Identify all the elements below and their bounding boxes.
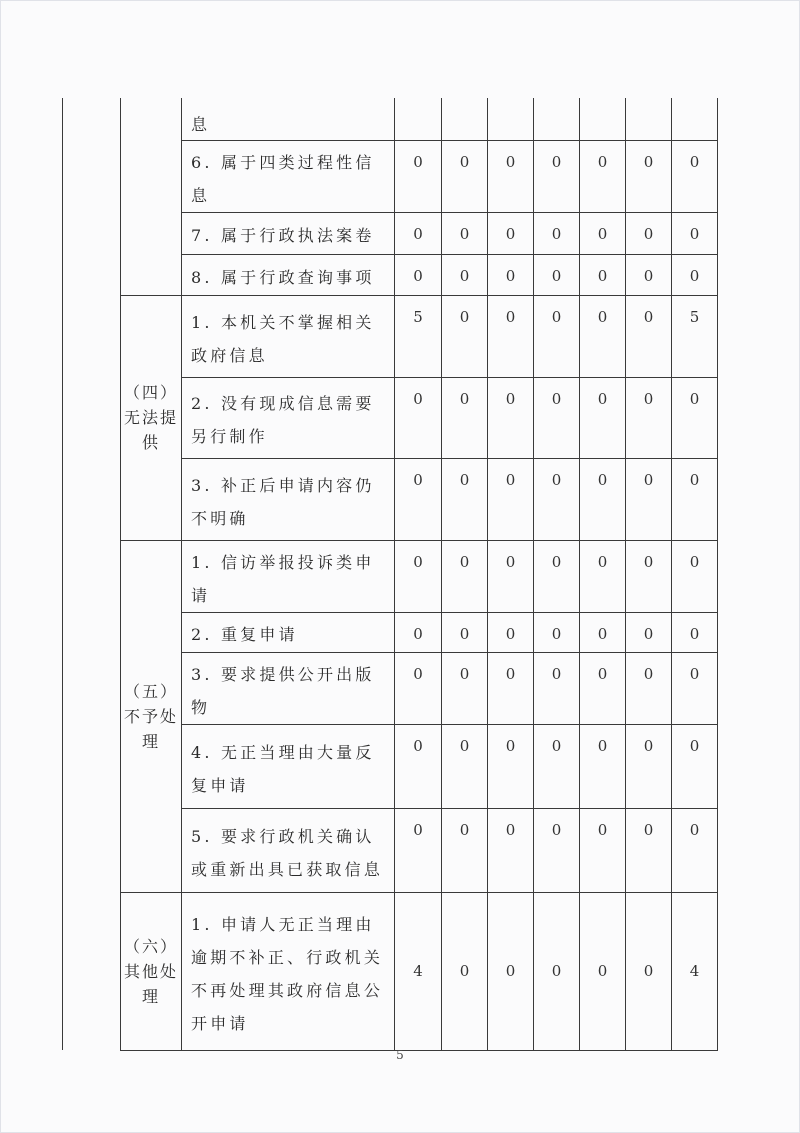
category-cell: （六）其他处理	[121, 892, 182, 1050]
item-label: 息	[182, 98, 395, 140]
value-cell: 0	[395, 808, 442, 892]
item-label: 4. 无正当理由大量反复申请	[182, 724, 395, 808]
value-cell: 0	[672, 612, 718, 652]
table-row	[63, 295, 718, 377]
item-label: 8. 属于行政查询事项	[182, 254, 395, 295]
category-cell: （四）无法提供	[121, 295, 182, 540]
item-label: 1. 信访举报投诉类申请	[182, 540, 395, 612]
value-cell: 0	[534, 808, 580, 892]
value-cell: 0	[488, 140, 534, 212]
value-cell: 0	[488, 295, 534, 377]
category-cell: （五）不予处理	[121, 540, 182, 892]
value-cell: 0	[534, 458, 580, 540]
value-cell: 0	[626, 652, 672, 724]
value-cell: 0	[488, 540, 534, 612]
value-cell: 0	[442, 377, 488, 458]
item-label: 6. 属于四类过程性信息	[182, 140, 395, 212]
value-cell: 0	[534, 295, 580, 377]
item-label: 3. 要求提供公开出版物	[182, 652, 395, 724]
value-cell: 0	[534, 212, 580, 254]
table-row	[63, 540, 718, 612]
item-label: 2. 没有现成信息需要另行制作	[182, 377, 395, 458]
value-cell: 0	[626, 808, 672, 892]
value-cell: 0	[395, 540, 442, 612]
value-cell: 0	[488, 612, 534, 652]
table-row	[63, 892, 718, 1050]
value-cell: 0	[672, 652, 718, 724]
value-cell: 0	[395, 254, 442, 295]
statistics-table	[62, 98, 718, 1051]
value-cell: 0	[580, 612, 626, 652]
value-cell: 0	[488, 254, 534, 295]
value-cell: 0	[580, 724, 626, 808]
value-cell: 0	[534, 892, 580, 1050]
item-label: 2. 重复申请	[182, 612, 395, 652]
value-cell: 0	[580, 652, 626, 724]
value-cell: 0	[488, 458, 534, 540]
value-cell: 0	[488, 892, 534, 1050]
value-cell: 0	[626, 458, 672, 540]
value-cell: 0	[580, 540, 626, 612]
value-cell: 0	[442, 724, 488, 808]
value-cell: 0	[672, 254, 718, 295]
value-cell: 0	[626, 724, 672, 808]
value-cell: 0	[488, 212, 534, 254]
value-cell: 0	[626, 254, 672, 295]
value-cell: 0	[626, 212, 672, 254]
value-cell: 0	[580, 892, 626, 1050]
value-cell	[672, 98, 718, 140]
item-label: 7. 属于行政执法案卷	[182, 212, 395, 254]
value-cell: 0	[672, 540, 718, 612]
value-cell: 0	[395, 724, 442, 808]
value-cell	[395, 98, 442, 140]
value-cell: 0	[395, 140, 442, 212]
value-cell: 0	[672, 212, 718, 254]
value-cell: 0	[626, 377, 672, 458]
value-cell	[534, 98, 580, 140]
value-cell: 0	[580, 377, 626, 458]
value-cell: 0	[442, 892, 488, 1050]
value-cell: 0	[488, 377, 534, 458]
value-cell: 4	[672, 892, 718, 1050]
value-cell: 0	[534, 724, 580, 808]
value-cell	[442, 98, 488, 140]
value-cell: 0	[580, 808, 626, 892]
value-cell: 0	[395, 652, 442, 724]
value-cell	[626, 98, 672, 140]
value-cell: 0	[534, 377, 580, 458]
item-label: 3. 补正后申请内容仍不明确	[182, 458, 395, 540]
value-cell: 5	[672, 295, 718, 377]
value-cell: 0	[534, 652, 580, 724]
value-cell: 0	[442, 540, 488, 612]
value-cell: 0	[395, 612, 442, 652]
value-cell: 0	[488, 724, 534, 808]
value-cell: 0	[580, 254, 626, 295]
item-label: 1. 本机关不掌握相关政府信息	[182, 295, 395, 377]
item-label: 1. 申请人无正当理由逾期不补正、行政机关不再处理其政府信息公开申请	[182, 892, 395, 1050]
value-cell: 0	[672, 808, 718, 892]
value-cell: 0	[534, 254, 580, 295]
value-cell: 0	[580, 140, 626, 212]
outer-category-cell	[63, 98, 121, 1050]
value-cell: 0	[442, 140, 488, 212]
value-cell: 0	[626, 612, 672, 652]
value-cell: 0	[672, 724, 718, 808]
value-cell: 0	[395, 458, 442, 540]
value-cell: 0	[442, 212, 488, 254]
value-cell: 0	[534, 612, 580, 652]
value-cell: 0	[395, 377, 442, 458]
value-cell: 0	[488, 808, 534, 892]
value-cell: 0	[672, 377, 718, 458]
value-cell: 0	[442, 652, 488, 724]
value-cell: 0	[580, 295, 626, 377]
value-cell: 0	[580, 212, 626, 254]
value-cell: 0	[488, 652, 534, 724]
value-cell: 0	[580, 458, 626, 540]
value-cell: 0	[442, 458, 488, 540]
table-row	[63, 98, 718, 140]
value-cell: 0	[442, 612, 488, 652]
value-cell: 0	[626, 892, 672, 1050]
value-cell: 0	[442, 254, 488, 295]
value-cell: 0	[672, 458, 718, 540]
value-cell: 0	[534, 140, 580, 212]
value-cell: 5	[395, 295, 442, 377]
value-cell: 0	[626, 295, 672, 377]
page-number: 5	[396, 1048, 404, 1062]
value-cell: 0	[626, 540, 672, 612]
value-cell: 0	[534, 540, 580, 612]
value-cell: 0	[442, 808, 488, 892]
value-cell: 0	[395, 212, 442, 254]
item-label: 5. 要求行政机关确认或重新出具已获取信息	[182, 808, 395, 892]
value-cell: 0	[672, 140, 718, 212]
category-cell	[121, 98, 182, 295]
value-cell	[488, 98, 534, 140]
value-cell: 0	[626, 140, 672, 212]
value-cell: 0	[442, 295, 488, 377]
value-cell: 4	[395, 892, 442, 1050]
value-cell	[580, 98, 626, 140]
